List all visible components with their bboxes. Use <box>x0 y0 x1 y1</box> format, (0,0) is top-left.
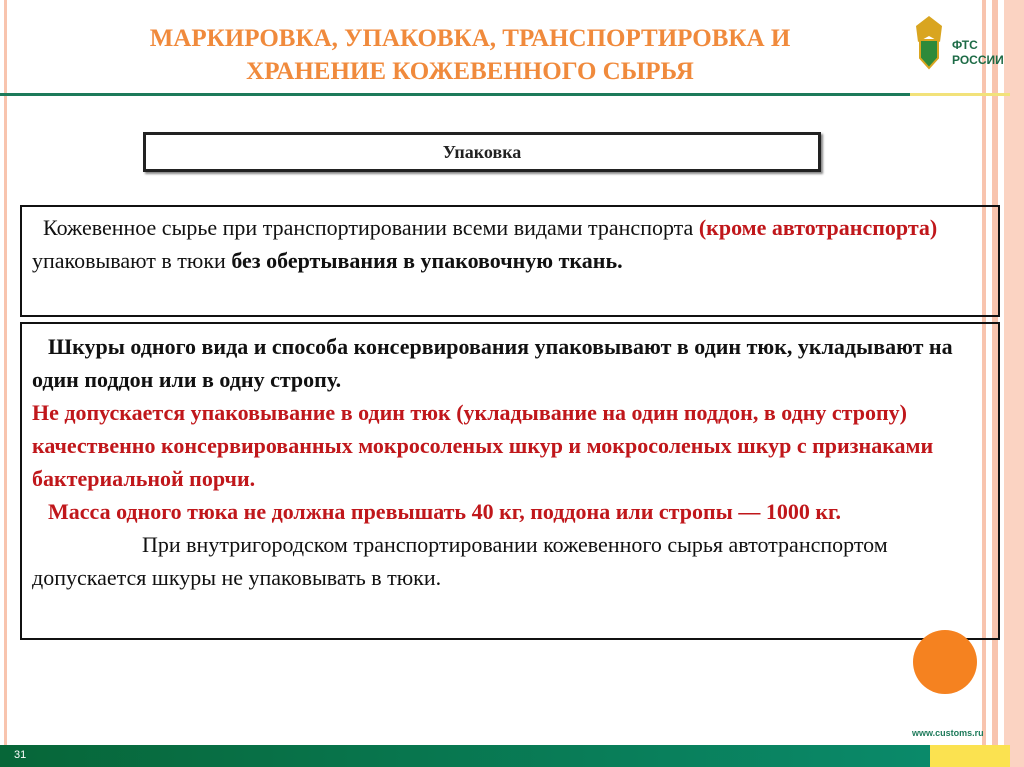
bold-text: без обертывания в упаковочную ткань. <box>231 248 623 273</box>
title-line: ХРАНЕНИЕ КОЖЕВЕННОГО СЫРЬЯ <box>246 58 694 85</box>
website-url: www.customs.ru <box>912 728 984 738</box>
header-divider-accent <box>910 93 1010 96</box>
paragraph: При внутригородском транспортировании кожевенного сырья автотранспортом допускается шкуры не упаковывать в тюки. <box>32 532 888 590</box>
mass-limit-paragraph: Масса одного тюка не должна превышать 40 кг, поддона или стропы — 1000 кг. <box>48 499 842 524</box>
section-heading: Упаковка <box>143 132 821 172</box>
text: упаковывают в тюки <box>32 248 232 273</box>
fts-logo <box>912 14 1007 74</box>
page-title <box>60 22 880 88</box>
text: Кожевенное сырье при транспортировании всеми видами транспорта <box>43 215 699 240</box>
text-box-1 <box>20 205 1000 317</box>
title-line: МАРКИРОВКА, УПАКОВКА, ТРАНСПОРТИРОВКА И <box>149 25 791 52</box>
decorative-circle <box>913 630 977 694</box>
eagle-emblem-icon <box>912 14 946 70</box>
logo-text: ФТС <box>952 38 978 52</box>
left-stripe <box>4 0 7 767</box>
right-stripe <box>1004 0 1024 767</box>
warning-paragraph: Не допускается упаковывание в один тюк (укладывание на один поддон, в одну стропу) качественно консервированных мокросоленых шкур и мокросоленых шкур с признаками бактериальной порчи. <box>32 400 934 491</box>
footer-bar <box>0 745 930 767</box>
text-box-2 <box>20 322 1000 640</box>
page-number: 31 <box>14 749 27 761</box>
highlight-text: (кроме автотранспорта) <box>698 215 938 240</box>
footer-accent <box>930 745 1010 767</box>
logo-text: РОССИИ <box>952 53 1004 67</box>
header-divider <box>0 93 910 96</box>
paragraph: Шкуры одного вида и способа консервирования упаковывают в один тюк, укладывают на один поддон или в одну стропу. <box>32 334 953 392</box>
